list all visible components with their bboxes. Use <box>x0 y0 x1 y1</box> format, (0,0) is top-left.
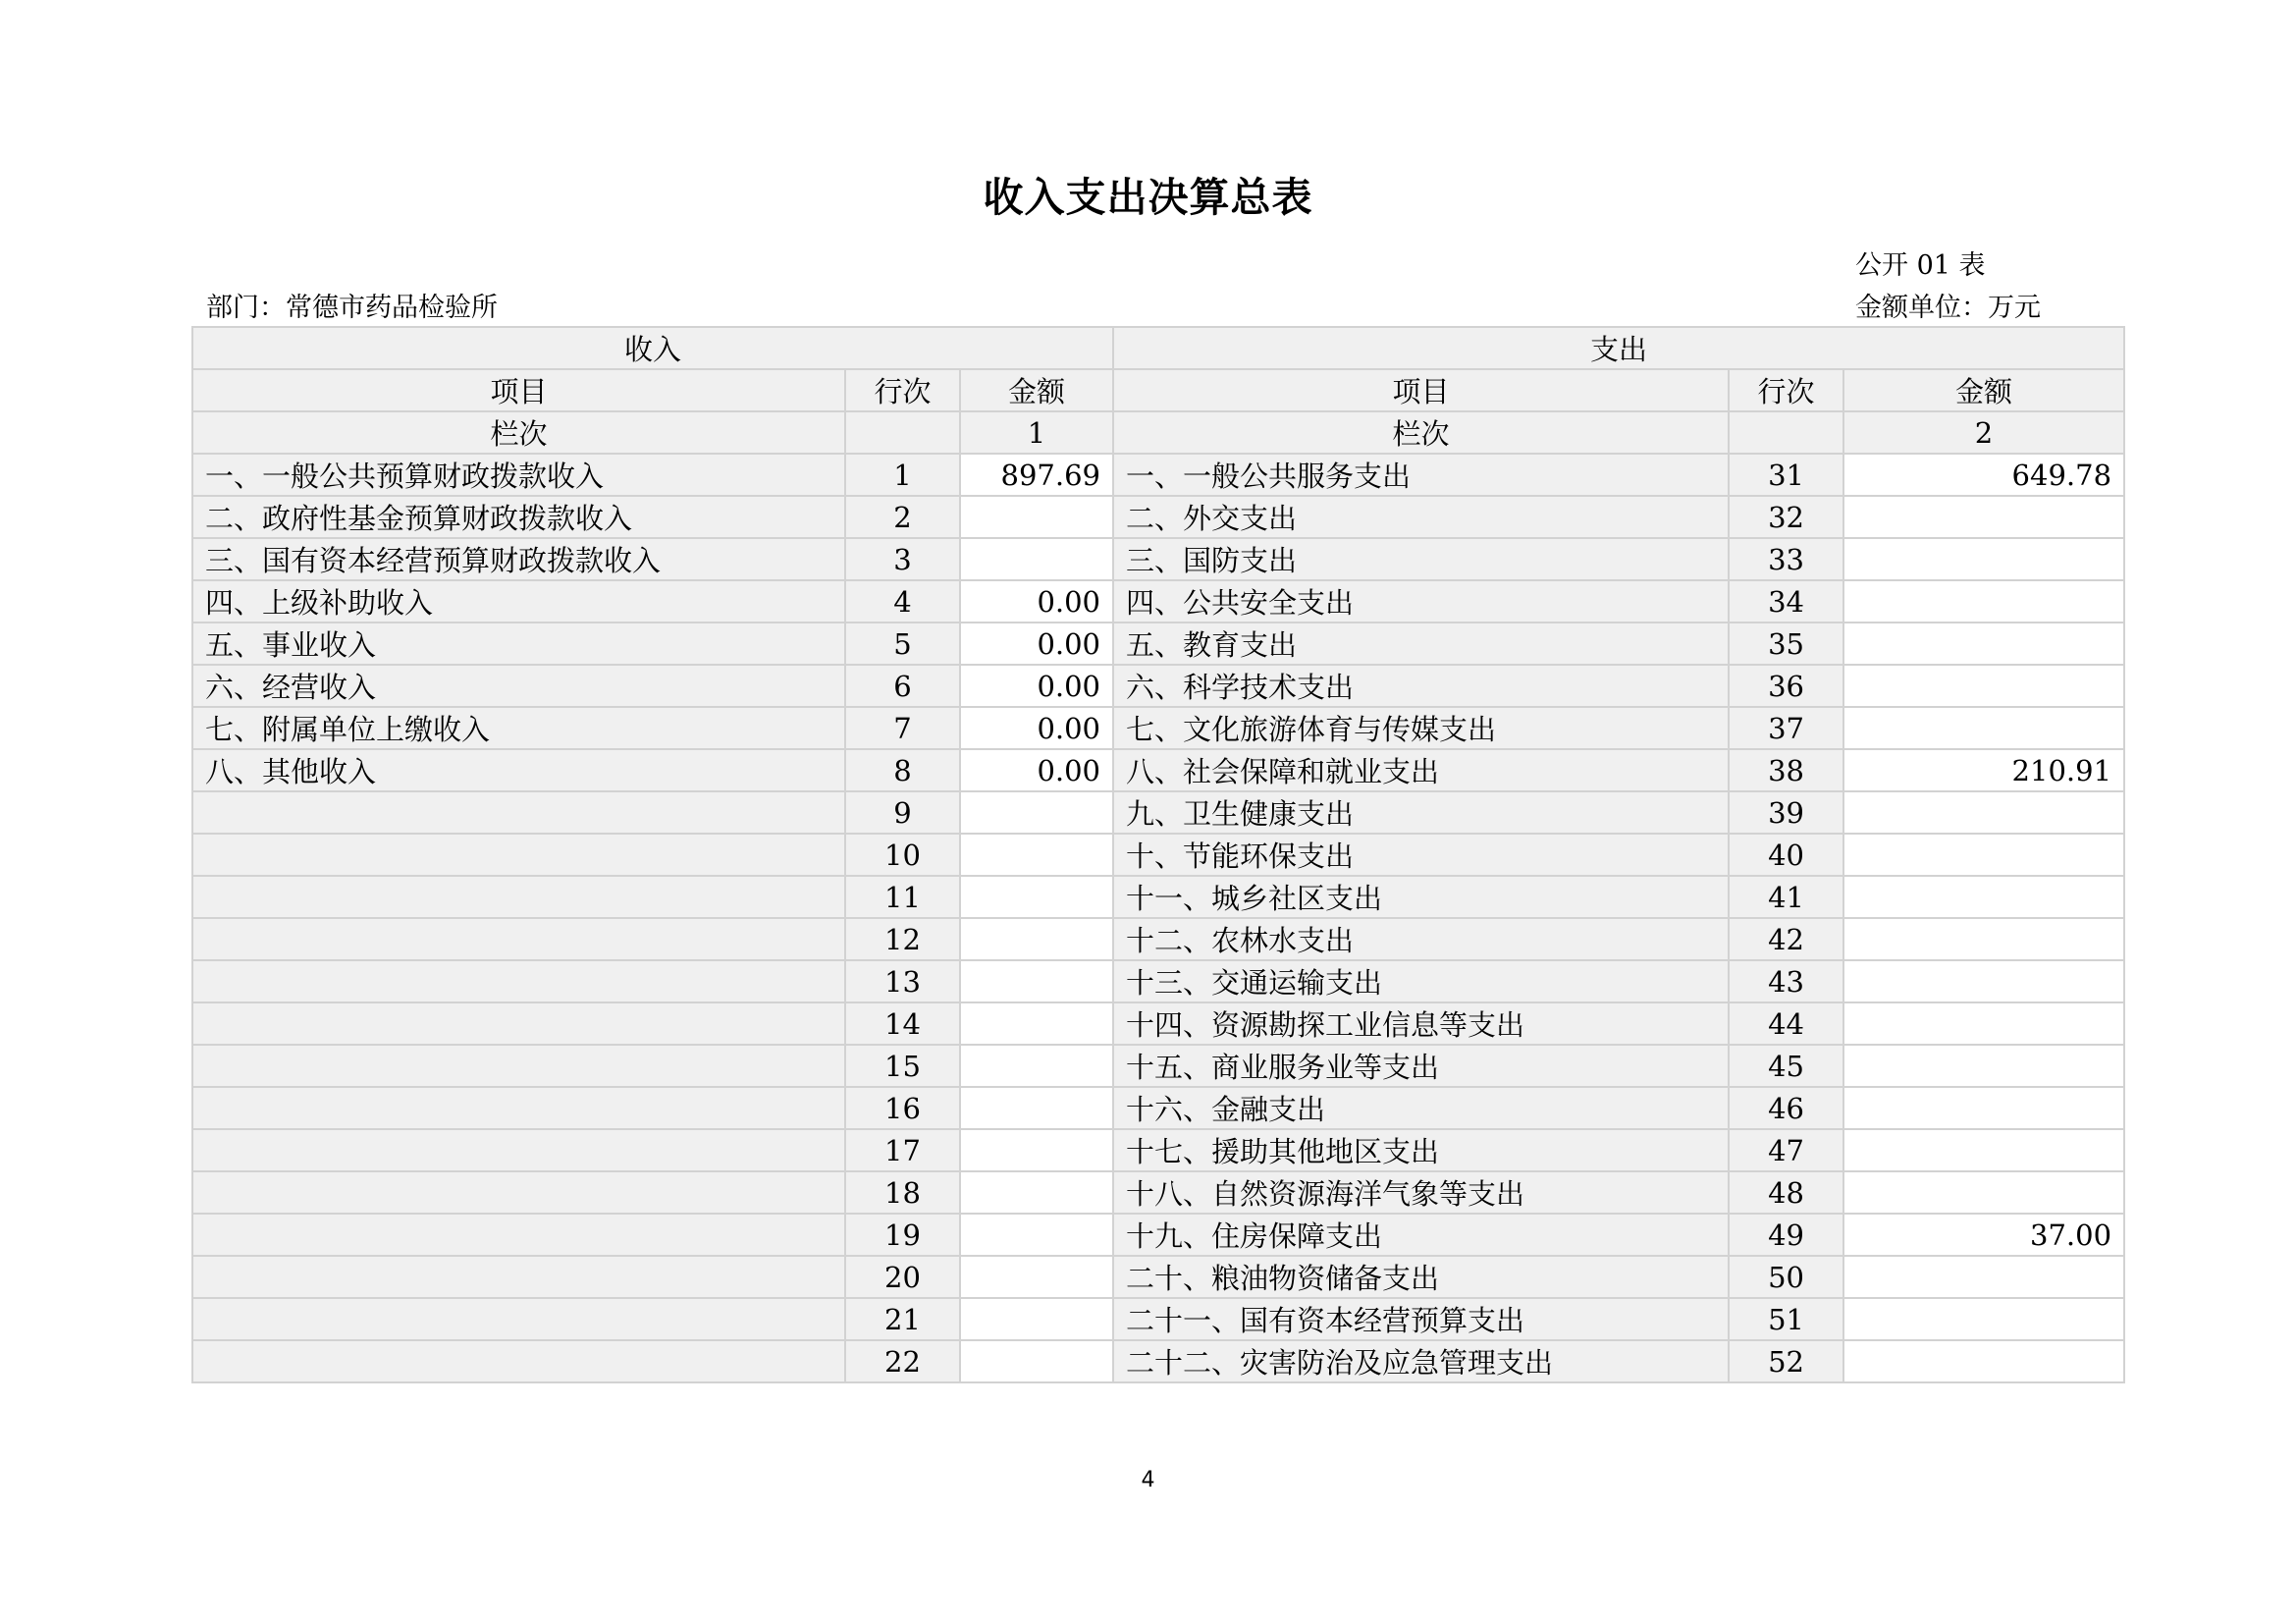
expense-amount-cell <box>1843 1045 2124 1087</box>
income-item-cell <box>192 960 845 1002</box>
expense-amount-cell: 649.78 <box>1843 454 2124 496</box>
expense-amount-cell <box>1843 496 2124 538</box>
expense-row-number-cell: 39 <box>1729 791 1843 834</box>
income-item-cell <box>192 1087 845 1129</box>
table-row <box>192 1002 2124 1045</box>
expense-row-number-cell: 45 <box>1729 1045 1843 1087</box>
expense-amount-cell <box>1843 623 2124 665</box>
income-section-header: 收入 <box>192 327 1113 369</box>
income-amount-cell <box>960 1214 1113 1256</box>
expense-amount-cell <box>1843 918 2124 960</box>
income-amount-cell <box>960 1340 1113 1382</box>
income-row-number-cell: 19 <box>845 1214 960 1256</box>
expense-item-cell: 十、节能环保支出 <box>1113 834 1729 876</box>
income-item-cell <box>192 834 845 876</box>
expense-row-number-cell: 40 <box>1729 834 1843 876</box>
section-header-row <box>192 327 2124 369</box>
income-item-cell <box>192 1045 845 1087</box>
expense-row-number-cell: 32 <box>1729 496 1843 538</box>
table-row <box>192 665 2124 707</box>
amount-unit-label: 金额单位：万元 <box>1855 293 2041 323</box>
income-item-cell <box>192 1340 845 1382</box>
page-title: 收入支出决算总表 <box>983 174 1313 221</box>
expense-row-number-cell: 46 <box>1729 1087 1843 1129</box>
table-row <box>192 1256 2124 1298</box>
expense-item-cell: 六、科学技术支出 <box>1113 665 1729 707</box>
expense-amount-cell <box>1843 876 2124 918</box>
income-item-cell: 八、其他收入 <box>192 749 845 791</box>
expense-item-cell: 二十、粮油物资储备支出 <box>1113 1256 1729 1298</box>
expense-row-number-cell: 43 <box>1729 960 1843 1002</box>
income-amount-cell: 0.00 <box>960 623 1113 665</box>
expense-section-header: 支出 <box>1113 327 2124 369</box>
expense-amount-cell <box>1843 1298 2124 1340</box>
income-amount-cell: 0.00 <box>960 749 1113 791</box>
table-body <box>192 327 2124 1382</box>
income-row-no-header: 行次 <box>845 369 960 411</box>
income-row-number-cell: 11 <box>845 876 960 918</box>
income-amount-cell <box>960 1087 1113 1129</box>
income-amount-cell: 0.00 <box>960 665 1113 707</box>
expense-item-header: 项目 <box>1113 369 1729 411</box>
income-row-number-cell: 7 <box>845 707 960 749</box>
income-row-number-cell: 16 <box>845 1087 960 1129</box>
income-expense-table <box>191 326 2125 1383</box>
income-row-number-cell: 20 <box>845 1256 960 1298</box>
expense-row-number-cell: 41 <box>1729 876 1843 918</box>
expense-item-cell: 九、卫生健康支出 <box>1113 791 1729 834</box>
expense-amount-cell <box>1843 1340 2124 1382</box>
income-amount-cell <box>960 791 1113 834</box>
table-row <box>192 1340 2124 1382</box>
expense-row-number-cell: 38 <box>1729 749 1843 791</box>
expense-item-cell: 十三、交通运输支出 <box>1113 960 1729 1002</box>
income-column-label: 栏次 <box>192 411 845 454</box>
form-code: 公开 01 表 <box>1855 250 1986 281</box>
expense-row-number-cell: 48 <box>1729 1171 1843 1214</box>
column-number-row <box>192 411 2124 454</box>
income-item-cell: 五、事业收入 <box>192 623 845 665</box>
table-row <box>192 749 2124 791</box>
expense-amount-cell <box>1843 1002 2124 1045</box>
income-row-number-cell: 15 <box>845 1045 960 1087</box>
income-amount-cell <box>960 1002 1113 1045</box>
income-row-number-cell: 14 <box>845 1002 960 1045</box>
income-amount-cell <box>960 1171 1113 1214</box>
expense-row-no-header: 行次 <box>1729 369 1843 411</box>
income-amount-cell <box>960 834 1113 876</box>
expense-item-cell: 二十二、灾害防治及应急管理支出 <box>1113 1340 1729 1382</box>
table-row <box>192 454 2124 496</box>
income-amount-cell <box>960 876 1113 918</box>
expense-row-number-cell: 47 <box>1729 1129 1843 1171</box>
table-row <box>192 876 2124 918</box>
income-row-number-cell: 3 <box>845 538 960 580</box>
income-item-cell <box>192 1298 845 1340</box>
expense-row-number-cell: 37 <box>1729 707 1843 749</box>
expense-amount-cell <box>1843 834 2124 876</box>
table-row <box>192 960 2124 1002</box>
income-column-number: 1 <box>960 411 1113 454</box>
expense-amount-cell <box>1843 1256 2124 1298</box>
expense-amount-header: 金额 <box>1843 369 2124 411</box>
income-item-cell: 三、国有资本经营预算财政拨款收入 <box>192 538 845 580</box>
expense-row-number-cell: 33 <box>1729 538 1843 580</box>
page-number: 4 <box>1141 1468 1155 1492</box>
expense-amount-cell <box>1843 538 2124 580</box>
income-item-cell <box>192 1171 845 1214</box>
expense-item-cell: 七、文化旅游体育与传媒支出 <box>1113 707 1729 749</box>
income-row-number-cell: 1 <box>845 454 960 496</box>
income-row-number-cell: 2 <box>845 496 960 538</box>
expense-column-number: 2 <box>1843 411 2124 454</box>
income-amount-cell: 897.69 <box>960 454 1113 496</box>
expense-row-number-cell: 49 <box>1729 1214 1843 1256</box>
income-row-number-cell: 10 <box>845 834 960 876</box>
income-amount-cell <box>960 1129 1113 1171</box>
expense-amount-cell <box>1843 791 2124 834</box>
income-item-cell <box>192 1129 845 1171</box>
income-item-cell: 四、上级补助收入 <box>192 580 845 623</box>
income-row-number-cell: 17 <box>845 1129 960 1171</box>
income-item-cell <box>192 1256 845 1298</box>
expense-row-number-cell: 44 <box>1729 1002 1843 1045</box>
expense-item-cell: 三、国防支出 <box>1113 538 1729 580</box>
income-column-blank <box>845 411 960 454</box>
income-row-number-cell: 12 <box>845 918 960 960</box>
expense-row-number-cell: 50 <box>1729 1256 1843 1298</box>
income-amount-cell <box>960 1256 1113 1298</box>
table-row <box>192 1214 2124 1256</box>
expense-amount-cell <box>1843 1129 2124 1171</box>
expense-item-cell: 二、外交支出 <box>1113 496 1729 538</box>
table-row <box>192 538 2124 580</box>
expense-column-label: 栏次 <box>1113 411 1729 454</box>
table-row <box>192 1129 2124 1171</box>
expense-item-cell: 十九、住房保障支出 <box>1113 1214 1729 1256</box>
income-row-number-cell: 9 <box>845 791 960 834</box>
expense-item-cell: 五、教育支出 <box>1113 623 1729 665</box>
expense-item-cell: 十六、金融支出 <box>1113 1087 1729 1129</box>
income-item-cell: 一、一般公共预算财政拨款收入 <box>192 454 845 496</box>
expense-amount-cell <box>1843 1171 2124 1214</box>
income-row-number-cell: 13 <box>845 960 960 1002</box>
income-item-cell <box>192 1002 845 1045</box>
table-row <box>192 1171 2124 1214</box>
table-row <box>192 791 2124 834</box>
expense-amount-cell <box>1843 1087 2124 1129</box>
income-amount-header: 金额 <box>960 369 1113 411</box>
income-item-cell: 二、政府性基金预算财政拨款收入 <box>192 496 845 538</box>
income-item-cell <box>192 918 845 960</box>
income-item-cell: 七、附属单位上缴收入 <box>192 707 845 749</box>
expense-item-cell: 十八、自然资源海洋气象等支出 <box>1113 1171 1729 1214</box>
expense-amount-cell <box>1843 707 2124 749</box>
income-amount-cell <box>960 1298 1113 1340</box>
income-row-number-cell: 18 <box>845 1171 960 1214</box>
income-amount-cell <box>960 1045 1113 1087</box>
income-row-number-cell: 8 <box>845 749 960 791</box>
expense-amount-cell: 37.00 <box>1843 1214 2124 1256</box>
income-item-cell <box>192 876 845 918</box>
expense-item-cell: 四、公共安全支出 <box>1113 580 1729 623</box>
expense-item-cell: 十七、援助其他地区支出 <box>1113 1129 1729 1171</box>
table-row <box>192 834 2124 876</box>
expense-amount-cell <box>1843 580 2124 623</box>
expense-row-number-cell: 35 <box>1729 623 1843 665</box>
expense-item-cell: 十二、农林水支出 <box>1113 918 1729 960</box>
income-amount-cell: 0.00 <box>960 707 1113 749</box>
income-row-number-cell: 5 <box>845 623 960 665</box>
expense-amount-cell <box>1843 960 2124 1002</box>
income-row-number-cell: 22 <box>845 1340 960 1382</box>
expense-item-cell: 一、一般公共服务支出 <box>1113 454 1729 496</box>
column-header-row <box>192 369 2124 411</box>
table-row <box>192 707 2124 749</box>
income-row-number-cell: 21 <box>845 1298 960 1340</box>
expense-row-number-cell: 34 <box>1729 580 1843 623</box>
table-row <box>192 1045 2124 1087</box>
income-row-number-cell: 4 <box>845 580 960 623</box>
expense-item-cell: 十五、商业服务业等支出 <box>1113 1045 1729 1087</box>
expense-item-cell: 十一、城乡社区支出 <box>1113 876 1729 918</box>
income-row-number-cell: 6 <box>845 665 960 707</box>
table-row <box>192 496 2124 538</box>
table-row <box>192 1087 2124 1129</box>
income-item-cell <box>192 791 845 834</box>
table-row <box>192 918 2124 960</box>
department-label: 部门：常德市药品检验所 <box>206 293 498 323</box>
expense-item-cell: 二十一、国有资本经营预算支出 <box>1113 1298 1729 1340</box>
expense-item-cell: 十四、资源勘探工业信息等支出 <box>1113 1002 1729 1045</box>
income-amount-cell <box>960 496 1113 538</box>
table-row <box>192 580 2124 623</box>
expense-column-blank <box>1729 411 1843 454</box>
expense-row-number-cell: 31 <box>1729 454 1843 496</box>
expense-row-number-cell: 42 <box>1729 918 1843 960</box>
expense-row-number-cell: 36 <box>1729 665 1843 707</box>
income-amount-cell <box>960 918 1113 960</box>
expense-amount-cell: 210.91 <box>1843 749 2124 791</box>
table-row <box>192 623 2124 665</box>
income-amount-cell <box>960 538 1113 580</box>
income-amount-cell: 0.00 <box>960 580 1113 623</box>
income-item-cell: 六、经营收入 <box>192 665 845 707</box>
expense-row-number-cell: 51 <box>1729 1298 1843 1340</box>
expense-amount-cell <box>1843 665 2124 707</box>
expense-item-cell: 八、社会保障和就业支出 <box>1113 749 1729 791</box>
income-item-cell <box>192 1214 845 1256</box>
income-item-header: 项目 <box>192 369 845 411</box>
table-row <box>192 1298 2124 1340</box>
income-amount-cell <box>960 960 1113 1002</box>
expense-row-number-cell: 52 <box>1729 1340 1843 1382</box>
